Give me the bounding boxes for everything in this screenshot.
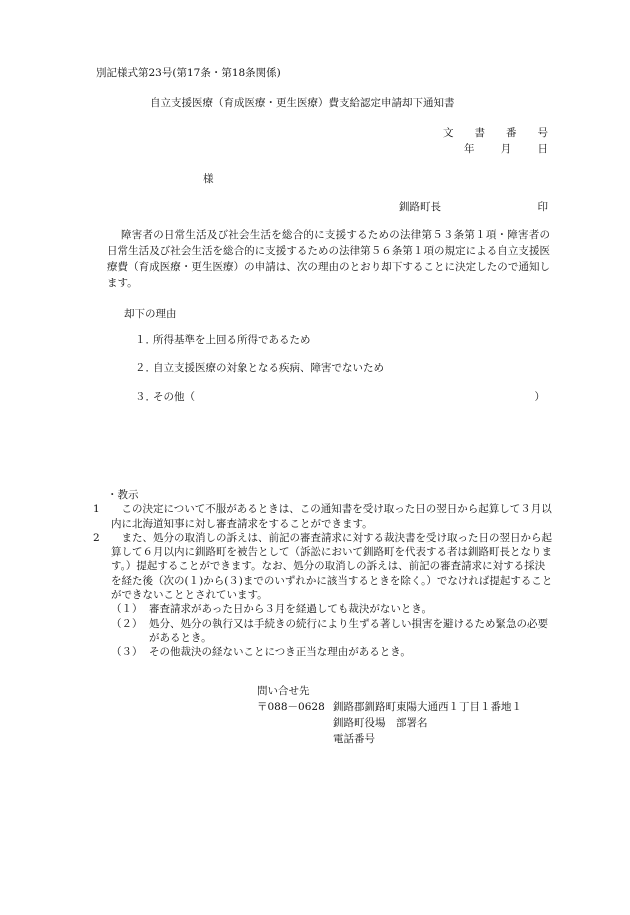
- notice-text: この決定について不服があるときは、この通知書を受け取った日の翌日から起算して３月以内に北海道知事に対し審査請求をすることができます。: [111, 503, 552, 530]
- contact-indent: [257, 715, 333, 731]
- appeal-notice: [93, 488, 553, 660]
- notice-item-2: [93, 531, 553, 602]
- notice-item-1: [93, 502, 553, 531]
- contact-address: 釧路郡釧路町東陽大通西１丁目１番地１: [333, 701, 522, 713]
- date-day-label: 日: [537, 143, 548, 155]
- notice-text: また、処分の取消しの訴えは、前記の審査請求に対する裁決書を受け取った日の翌日から起算して６月以内に釧路町を被告として（訴訟において釧路町を代表する者は釧路町長となります。）提起することができます。なお、処分の取消しの訴えは、前記の審査請求に対する採決を経た後（次の(１)から(３)までのいずれかに該当するときを除く。）でなければ提起することができないこととされています。: [111, 531, 553, 602]
- notice-subitem-1: [93, 602, 553, 616]
- contact-heading: 問い合せ先: [257, 685, 310, 697]
- subitem-number: （３）: [111, 646, 143, 659]
- notice-number: 1: [93, 503, 100, 516]
- notice-heading: ・教示: [107, 489, 139, 501]
- document-title: 自立支援医療（育成医療・更生医療）費支給認定申請却下通知書: [150, 97, 455, 109]
- notice-subitem-2: [93, 617, 553, 646]
- contact-phone-row: [257, 731, 522, 747]
- subitem-text: 審査請求があった日から３月を経過しても裁決がないとき。: [149, 603, 432, 616]
- form-number: 別記様式第23号(第17条・第18条関係): [96, 67, 281, 79]
- contact-office: 釧路町役場 部署名: [333, 717, 428, 729]
- subitem-number: （１）: [111, 603, 143, 616]
- reason-text: その他（: [153, 391, 195, 403]
- subitem-number: （２）: [111, 617, 143, 630]
- contact-address-row: [257, 699, 522, 715]
- contact-phone-label: 電話番号: [333, 733, 375, 745]
- notice-number: 2: [93, 531, 100, 544]
- reason-number: ３．: [135, 391, 156, 403]
- subitem-text: その他裁決の経ないことにつき正当な理由があるとき。: [149, 646, 411, 659]
- addressee: 様: [203, 173, 214, 185]
- body-paragraph: 障害者の日常生活及び社会生活を総合的に支援するための法律第５３条第１項・障害者の日常生活及び社会生活を総合的に支援するための法律第５６条第１項の規定による自立支援医療費（育成医療・更生医療）の申請は、次の理由のとおり却下することに決定したので通知します。: [107, 229, 550, 289]
- contact-office-row: [257, 715, 522, 731]
- date-month-label: 月: [500, 143, 512, 155]
- doc-number-char: 番: [506, 127, 517, 139]
- document-number-label: [443, 126, 548, 142]
- reason-item-3: [135, 390, 545, 406]
- contact-indent: [257, 731, 333, 747]
- seal-mark: 印: [537, 201, 548, 213]
- doc-number-char: 書: [474, 127, 485, 139]
- date-year-label: 年: [464, 143, 475, 155]
- reason-number: １．: [135, 334, 156, 346]
- notice-subitem-3: [93, 645, 553, 659]
- sender: [399, 200, 548, 216]
- reason-item-2: [135, 361, 384, 377]
- reason-item-1: [135, 333, 311, 349]
- contact-block: [257, 683, 522, 747]
- reason-text: 自立支援医療の対象となる疾病、障害でないため: [153, 362, 384, 374]
- reason-text: 所得基準を上回る所得であるため: [153, 334, 311, 346]
- sender-name: 釧路町長: [399, 201, 441, 213]
- reasons-heading: 却下の理由: [124, 308, 177, 320]
- reason-close-paren: ）: [534, 391, 545, 403]
- reason-other-blank: [195, 390, 535, 406]
- doc-number-char: 文: [443, 127, 454, 139]
- doc-number-char: 号: [537, 127, 548, 139]
- reason-number: ２．: [135, 362, 156, 374]
- document-date: [464, 142, 548, 158]
- subitem-text: 処分、処分の執行又は手続きの続行により生ずる著しい損害を避けるため緊急の必要があるとき。: [149, 617, 548, 644]
- postal-code: 〒088－0628: [257, 701, 325, 713]
